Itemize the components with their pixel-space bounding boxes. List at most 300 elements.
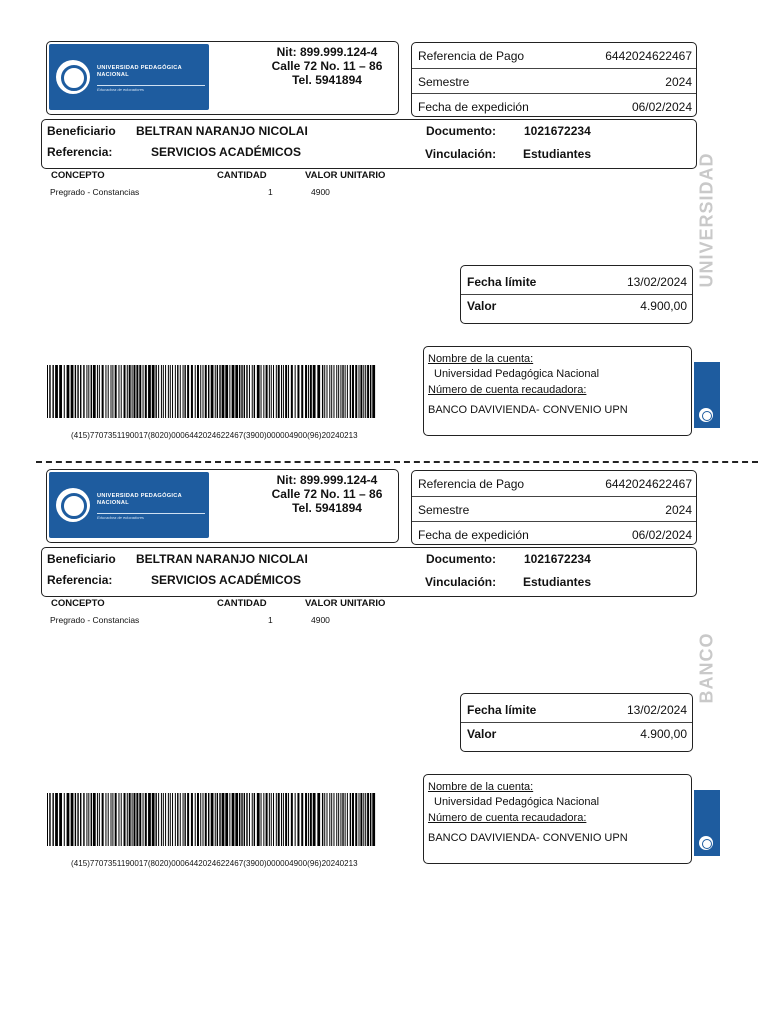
barcode-bar (112, 793, 113, 846)
barcode-bar (99, 793, 100, 846)
barcode-bar (172, 793, 173, 846)
barcode-bar (239, 793, 240, 846)
barcode-bar (211, 365, 214, 418)
barcode-bar (305, 793, 307, 846)
university-logo (49, 44, 209, 110)
barcode-bar (133, 365, 135, 418)
barcode-bar (158, 793, 159, 846)
quantity-header: CANTIDAD (217, 598, 267, 609)
barcode-bar (108, 793, 109, 846)
due-date-label: Fecha límite (467, 275, 537, 289)
barcode-bar (359, 365, 360, 418)
concept-header: CONCEPTO (51, 598, 105, 609)
barcode-bar (313, 365, 316, 418)
barcode-bar (263, 793, 264, 846)
barcode-bar (295, 793, 296, 846)
barcode-bar (97, 365, 98, 418)
barcode-bar (102, 793, 104, 846)
amount-value: 4.900,00 (640, 727, 687, 741)
barcode-bar (115, 793, 117, 846)
barcode-bar (345, 365, 346, 418)
barcode-bar (163, 793, 164, 846)
payment-reference-value: 6442024622467 (605, 477, 692, 491)
barcode-bar (283, 365, 284, 418)
issuer-header (46, 41, 399, 115)
barcode-bar (75, 793, 76, 846)
barcode-bar (215, 793, 216, 846)
barcode-bar (271, 793, 272, 846)
barcode-bar (347, 365, 348, 418)
barcode-bar (359, 793, 360, 846)
barcode-bar (322, 365, 323, 418)
reference-value: SERVICIOS ACADÉMICOS (151, 573, 302, 587)
barcode-bar (269, 793, 270, 846)
barcode-bar (59, 793, 62, 846)
barcode-bar (170, 365, 171, 418)
barcode-bar (254, 365, 255, 418)
barcode-bar (365, 365, 366, 418)
barcode-bar (305, 365, 307, 418)
barcode-bar (155, 365, 156, 418)
barcode-bar (77, 365, 78, 418)
payment-reference-row (412, 43, 696, 68)
barcode-bar (222, 365, 225, 418)
barcode-bar (55, 365, 58, 418)
barcode-bar (165, 365, 166, 418)
barcode-bar (252, 365, 253, 418)
unit-value-header: VALOR UNITARIO (305, 170, 386, 181)
barcode-bar (215, 365, 216, 418)
amount-value: 4.900,00 (640, 299, 687, 313)
semester-label: Semestre (418, 503, 470, 517)
barcode-bar (327, 793, 328, 846)
amount-label: Valor (467, 727, 497, 741)
barcode-bar (93, 365, 96, 418)
barcode-bar (158, 365, 159, 418)
barcode-bar (372, 365, 375, 418)
barcode-bar (71, 365, 74, 418)
barcode-bar (64, 365, 65, 418)
barcode-text: (415)7707351190017(8020)0006442024622467(3900)000004900(96)20240213 (71, 859, 358, 868)
barcode-bar (175, 365, 176, 418)
barcode-bar (133, 793, 135, 846)
account-name-label: Nombre de la cuenta: (428, 781, 534, 793)
barcode-bar (276, 365, 277, 418)
barcode-bar (83, 365, 84, 418)
barcode-bar (97, 793, 98, 846)
barcode-bar (77, 793, 78, 846)
barcode-bar (71, 793, 74, 846)
link-label: Vinculación: (425, 147, 497, 161)
semester-row (412, 496, 696, 521)
barcode-bar (118, 793, 119, 846)
barcode-bar (172, 365, 173, 418)
barcode-bar (331, 793, 332, 846)
issuer-address: Calle 72 No. 11 – 86 (271, 487, 383, 501)
barcode-bar (152, 793, 155, 846)
barcode-bar (252, 793, 253, 846)
barcode-bar (129, 793, 131, 846)
barcode-bar (254, 793, 255, 846)
barcode-bar (91, 365, 92, 418)
account-name-value: Universidad Pedagógica Nacional (434, 368, 600, 380)
barcode-bar (360, 365, 362, 418)
amount-row (461, 295, 692, 319)
payment-barcode (47, 793, 376, 846)
barcode-bar (229, 365, 230, 418)
item-concept: Pregrado - Constancias (50, 187, 140, 197)
barcode-bar (127, 793, 128, 846)
barcode-bar (88, 365, 89, 418)
barcode-bar (115, 365, 117, 418)
barcode-bar (235, 365, 238, 418)
due-date-label: Fecha límite (467, 703, 537, 717)
barcode-bar (177, 793, 178, 846)
barcode-bar (278, 365, 280, 418)
barcode-bar (219, 365, 220, 418)
barcode-bar (352, 365, 354, 418)
barcode-bar (124, 793, 126, 846)
barcode-bar (350, 365, 351, 418)
issue-date-value: 06/02/2024 (631, 528, 692, 542)
barcode-bar (49, 793, 50, 846)
barcode-bar (111, 793, 112, 846)
barcode-bar (281, 365, 282, 418)
barcode-bar (295, 365, 296, 418)
barcode-bar (225, 793, 228, 846)
barcode-bar (350, 793, 351, 846)
logo-name: UNIVERSIDAD PEDAGÓGICA NACIONAL (97, 493, 182, 506)
logo-name: UNIVERSIDAD PEDAGÓGICA NACIONAL (97, 65, 182, 78)
barcode-bar (121, 793, 122, 846)
barcode-bar (197, 365, 199, 418)
barcode-bar (291, 365, 293, 418)
barcode-bar (288, 365, 289, 418)
barcode-bar (168, 365, 169, 418)
barcode-bar (241, 793, 242, 846)
account-name-value: Universidad Pedagógica Nacional (434, 796, 600, 808)
issuer-phone: Tel. 5941894 (292, 73, 362, 87)
barcode-bar (217, 793, 218, 846)
barcode-bar (324, 365, 325, 418)
barcode-bar (211, 793, 214, 846)
amount-label: Valor (467, 299, 497, 313)
barcode-bar (187, 793, 189, 846)
barcode-bar (75, 365, 76, 418)
barcode-bar (327, 365, 328, 418)
barcode-bar (83, 793, 84, 846)
barcode-bar (124, 365, 126, 418)
barcode-bar (333, 793, 334, 846)
barcode-bar (80, 793, 81, 846)
barcode-bar (285, 365, 287, 418)
barcode-bar (127, 365, 128, 418)
reference-label: Referencia: (47, 573, 113, 587)
payment-reference-row (412, 471, 696, 496)
barcode-bar (278, 793, 280, 846)
issuer-nit: Nit: 899.999.124-4 (276, 45, 378, 59)
due-box (460, 265, 693, 324)
due-box (460, 693, 693, 752)
barcode-bar (347, 793, 348, 846)
barcode-bar (108, 365, 109, 418)
barcode-bar (139, 793, 141, 846)
due-date-row (461, 271, 692, 295)
barcode-bar (257, 365, 260, 418)
link-label: Vinculación: (425, 575, 497, 589)
barcode-bar (152, 365, 155, 418)
payment-coupon-university (0, 0, 768, 440)
barcode-bar (136, 793, 138, 846)
university-emblem-icon (699, 408, 713, 422)
barcode-bar (367, 365, 369, 418)
barcode-bar (203, 793, 204, 846)
barcode-bar (355, 365, 357, 418)
barcode-bar (161, 365, 162, 418)
amount-row (461, 723, 692, 747)
barcode-bar (205, 793, 207, 846)
barcode-bar (232, 365, 235, 418)
barcode-bar (249, 365, 250, 418)
barcode-bar (257, 793, 260, 846)
due-date-value: 13/02/2024 (626, 275, 687, 289)
barcode-bar (336, 365, 337, 418)
barcode-bar (301, 793, 303, 846)
barcode-bar (338, 365, 339, 418)
barcode-bar (187, 365, 189, 418)
barcode-bar (52, 365, 53, 418)
barcode-bar (118, 365, 119, 418)
barcode-bar (64, 793, 65, 846)
barcode-bar (273, 793, 274, 846)
beneficiary-name: BELTRAN NARANJO NICOLAI (136, 124, 308, 138)
barcode-bar (111, 365, 112, 418)
barcode-bar (372, 793, 375, 846)
semester-value: 2024 (665, 75, 692, 89)
barcode-bar (317, 793, 320, 846)
university-emblem-icon (56, 60, 90, 94)
barcode-bar (184, 365, 185, 418)
account-name-label: Nombre de la cuenta: (428, 353, 534, 365)
item-unit-value: 4900 (311, 187, 330, 197)
barcode-bar (229, 793, 230, 846)
barcode-bar (184, 793, 185, 846)
barcode-bar (246, 365, 247, 418)
barcode-bar (313, 793, 316, 846)
item-quantity: 1 (268, 187, 273, 197)
concept-header: CONCEPTO (51, 170, 105, 181)
barcode-bar (283, 793, 284, 846)
payment-reference-box (411, 470, 697, 545)
barcode-bar (363, 365, 364, 418)
payment-reference-label: Referencia de Pago (418, 477, 525, 491)
barcode-bar (168, 793, 169, 846)
barcode-bar (80, 365, 81, 418)
barcode-bar (91, 793, 92, 846)
barcode-bar (244, 365, 245, 418)
barcode-bar (363, 793, 364, 846)
barcode-bar (291, 793, 293, 846)
document-value: 1021672234 (524, 552, 591, 566)
barcode-bar (355, 793, 357, 846)
university-logo (49, 472, 209, 538)
barcode-bar (222, 793, 225, 846)
barcode-bar (112, 365, 113, 418)
payment-reference-value: 6442024622467 (605, 49, 692, 63)
due-date-row (461, 699, 692, 723)
issuer-phone: Tel. 5941894 (292, 501, 362, 515)
barcode-bar (161, 793, 162, 846)
barcode-bar (102, 365, 104, 418)
barcode-bar (342, 365, 343, 418)
item-unit-value: 4900 (311, 615, 330, 625)
barcode-bar (244, 793, 245, 846)
barcode-bar (360, 793, 362, 846)
barcode-bar (139, 365, 141, 418)
barcode-bar (132, 365, 133, 418)
barcode-bar (317, 365, 320, 418)
barcode-bar (246, 793, 247, 846)
barcode-bar (177, 365, 178, 418)
payment-coupon-bank (0, 428, 768, 868)
barcode-bar (105, 365, 106, 418)
barcode-bar (249, 793, 250, 846)
barcode-bar (266, 365, 268, 418)
barcode-bar (241, 365, 242, 418)
barcode-bar (105, 793, 106, 846)
barcode-bar (200, 365, 201, 418)
barcode-bar (288, 793, 289, 846)
barcode-bar (310, 793, 312, 846)
barcode-bar (269, 365, 270, 418)
barcode-bar (99, 365, 100, 418)
account-number-label: Número de cuenta recaudadora: (428, 812, 587, 824)
barcode-bar (225, 365, 228, 418)
barcode-bar (121, 365, 122, 418)
barcode-bar (338, 793, 339, 846)
barcode-bar (217, 365, 218, 418)
logo-motto: Educadora de educadores (97, 85, 205, 92)
barcode-bar (239, 365, 240, 418)
account-number-value: BANCO DAVIVIENDA- CONVENIO UPN (428, 404, 628, 416)
barcode-bar (170, 793, 171, 846)
document-value: 1021672234 (524, 124, 591, 138)
university-emblem-icon (699, 836, 713, 850)
barcode-bar (136, 365, 138, 418)
issue-date-value: 06/02/2024 (631, 100, 692, 114)
barcode-bar (195, 365, 196, 418)
payment-reference-box (411, 42, 697, 117)
barcode-bar (49, 365, 50, 418)
university-emblem-icon (56, 488, 90, 522)
barcode-bar (297, 365, 299, 418)
barcode-bar (47, 365, 48, 418)
barcode-bar (183, 365, 184, 418)
barcode-bar (308, 365, 309, 418)
barcode-bar (59, 365, 62, 418)
beneficiary-name: BELTRAN NARANJO NICOLAI (136, 552, 308, 566)
barcode-bar (301, 365, 303, 418)
due-date-value: 13/02/2024 (626, 703, 687, 717)
university-mini-logo (694, 362, 720, 428)
barcode-bar (145, 793, 147, 846)
barcode-bar (93, 793, 96, 846)
barcode-bar (329, 793, 330, 846)
link-value: Estudiantes (523, 575, 592, 589)
barcode-bar (273, 365, 274, 418)
barcode-bar (367, 793, 369, 846)
issuer-header (46, 469, 399, 543)
barcode-bar (340, 365, 341, 418)
barcode-bar (266, 793, 268, 846)
semester-label: Semestre (418, 75, 470, 89)
reference-value: SERVICIOS ACADÉMICOS (151, 145, 302, 159)
account-number-label: Número de cuenta recaudadora: (428, 384, 587, 396)
barcode-bar (331, 365, 332, 418)
beneficiary-label: Beneficiario (47, 124, 116, 138)
document-label: Documento: (426, 552, 496, 566)
barcode-bar (52, 793, 53, 846)
barcode-bar (197, 793, 199, 846)
barcode-bar (329, 365, 330, 418)
barcode-bar (195, 793, 196, 846)
barcode-bar (263, 365, 264, 418)
barcode-bar (132, 793, 133, 846)
barcode-bar (175, 793, 176, 846)
barcode-bar (276, 793, 277, 846)
beneficiary-box (41, 547, 697, 597)
barcode-bar (205, 365, 207, 418)
barcode-bar (235, 793, 238, 846)
item-concept: Pregrado - Constancias (50, 615, 140, 625)
barcode-bar (200, 793, 201, 846)
barcode-bar (333, 365, 334, 418)
barcode-bar (219, 793, 220, 846)
copy-side-label: UNIVERSIDAD (696, 152, 717, 288)
barcode-bar (342, 793, 343, 846)
barcode-bar (281, 793, 282, 846)
barcode-bar (370, 793, 371, 846)
barcode-bar (180, 793, 181, 846)
issuer-nit: Nit: 899.999.124-4 (276, 473, 378, 487)
university-mini-logo (694, 790, 720, 856)
barcode-bar (297, 793, 299, 846)
barcode-bar (86, 365, 87, 418)
item-quantity: 1 (268, 615, 273, 625)
barcode-bar (208, 365, 209, 418)
link-value: Estudiantes (523, 147, 592, 161)
semester-row (412, 68, 696, 93)
barcode-bar (232, 793, 235, 846)
barcode-bar (352, 793, 354, 846)
barcode-bar (324, 793, 325, 846)
barcode-text: (415)7707351190017(8020)0006442024622467(3900)000004900(96)20240213 (71, 431, 358, 440)
issue-date-row (412, 521, 696, 546)
barcode-bar (86, 793, 87, 846)
barcode-bar (370, 365, 371, 418)
unit-value-header: VALOR UNITARIO (305, 598, 386, 609)
barcode-bar (47, 793, 48, 846)
barcode-bar (261, 793, 262, 846)
barcode-bar (55, 793, 58, 846)
barcode-bar (336, 793, 337, 846)
payment-barcode (47, 365, 376, 418)
issuer-info (247, 45, 407, 87)
issue-date-label: Fecha de expedición (418, 100, 529, 114)
account-number-value: BANCO DAVIVIENDA- CONVENIO UPN (428, 832, 628, 844)
issuer-address: Calle 72 No. 11 – 86 (271, 59, 383, 73)
barcode-bar (322, 793, 323, 846)
